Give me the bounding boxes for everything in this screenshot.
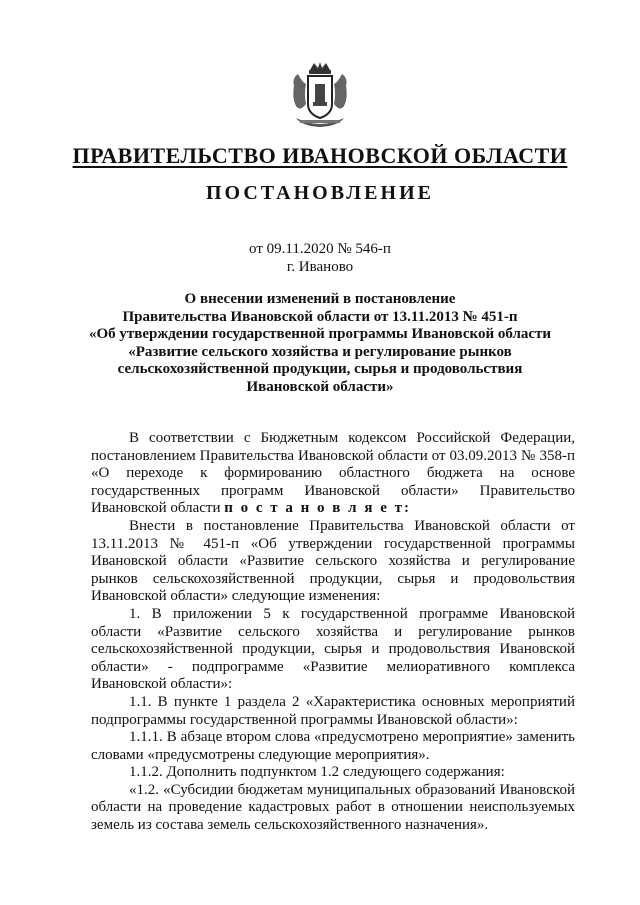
subject-line: «Об утверждении государственной программы Ивановской области: [88, 326, 552, 342]
coat-of-arms-icon: [288, 60, 352, 130]
body-paragraph: [91, 430, 575, 518]
city: г. Иваново: [286, 259, 354, 275]
subject-line: Ивановской области»: [246, 378, 394, 395]
date-number: от 09.11.2020 № 546-п: [249, 241, 391, 257]
body-paragraph: 1.1.2. Дополнить подпунктом 1.2 следующего содержания:: [129, 764, 505, 781]
document-type: ПОСТАНОВЛЕНИЕ: [206, 182, 434, 204]
body-paragraph: 1.1.1. В абзаце втором слова «предусмотрено мероприятие» заменить словами «предусмотрены следующие мероприятия».: [91, 729, 575, 763]
resolves-text: п о с т а н о в л я е т:: [224, 500, 411, 517]
subject-line: Правительства Ивановской области от 13.11.2013 № 451-п: [122, 308, 518, 325]
document-body: [91, 430, 575, 835]
subject-line: «Развитие сельского хозяйства и регулирование рынков: [128, 343, 512, 360]
body-paragraph: «1.2. «Субсидии бюджетам муниципальных образований Ивановской области на проведение кадастровых работ в отношении неиспользуемых земель из состава земель сельскохозяйственного назначения».: [91, 781, 575, 834]
body-paragraph: 1. В приложении 5 к государственной программе Ивановской области «Развитие сельского хозяйства и регулирование рынков сельскохозяйственной продукции, сырья и продовольствия Ивановской области» - подпрограмме «Развитие мелиоративного комплекса Ивановской области»:: [91, 605, 575, 693]
preamble-text: В соответствии с Бюджетным кодексом Российской Федерации, постановлением Правительства Ивановской области от 03.09.2013 № 358-п «О переходе к формированию областного бюджета на основе государственных программ Ивановской области» Правительство Ивановской области: [91, 430, 575, 517]
body-paragraph: Внести в постановление Правительства Ивановской области от 13.11.2013 № 451-п «Об утверждении государственной программы Ивановской области «Развитие сельского хозяйства и регулирование рынков сельскохозяйственной продукции, сырья и продовольствия Ивановской области» следующие изменения:: [91, 517, 575, 605]
document-meta: [0, 240, 640, 276]
subject-line: сельскохозяйственной продукции, сырья и продовольствия: [117, 361, 523, 377]
document-subject: [80, 291, 560, 396]
body-paragraph: 1.1. В пункте 1 раздела 2 «Характеристика основных мероприятий подпрограммы государственной программы Ивановской области»:: [91, 693, 575, 728]
subject-line: О внесении изменений в постановление: [184, 291, 456, 307]
government-title: ПРАВИТЕЛЬСТВО ИВАНОВСКОЙ ОБЛАСТИ: [72, 143, 568, 168]
